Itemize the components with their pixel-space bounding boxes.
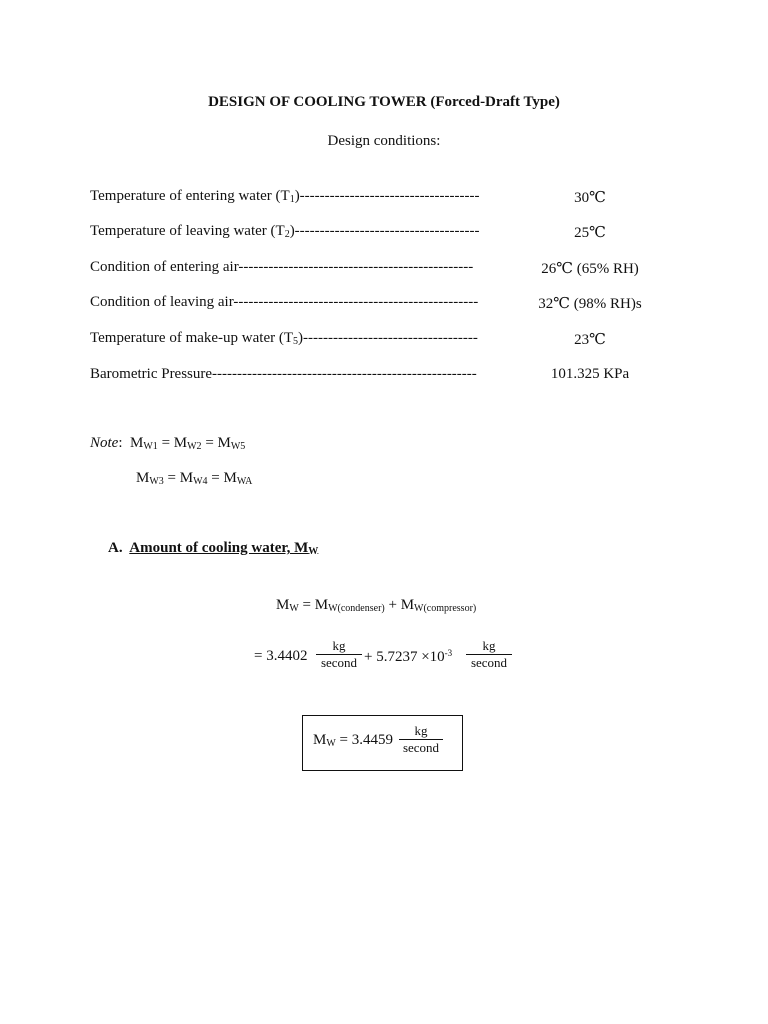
- condition-label: Condition of entering air-----------------------------------------------: [90, 259, 474, 275]
- note-label: Note: [90, 435, 119, 451]
- condition-label: Temperature of entering water $(T_1)------------------------------------$: [90, 188, 480, 205]
- condition-value: 32℃ (98% RH)s: [538, 296, 642, 312]
- result-box: [302, 715, 463, 771]
- equation-middle-term: + $5.7237 \times 10^{-3}$: [364, 648, 453, 665]
- condition-value: 101.325 KPa: [550, 366, 630, 382]
- condition-label: Temperature of leaving water $(T_2)-------------------------------------$: [90, 223, 480, 240]
- condition-value: 25℃: [574, 225, 606, 241]
- fraction-kg-per-second: kg second: [316, 638, 362, 671]
- section-title: Amount of cooling water, M: [129, 540, 309, 556]
- result-fraction: kg second: [399, 723, 443, 756]
- fraction-kg-per-second: kg second: [466, 638, 512, 671]
- note-line-2: MW3 = MW4 = MWA: [136, 470, 253, 487]
- condition-value: 30℃: [574, 190, 606, 206]
- condition-value: 26℃ (65% RH): [541, 261, 639, 277]
- condition-label: Condition of leaving air-------------------------------------------------: [90, 294, 479, 310]
- design-conditions-heading: Design conditions:: [327, 133, 441, 149]
- section-letter: A.: [108, 540, 123, 556]
- document-title: DESIGN OF COOLING TOWER (Forced-Draft Type): [208, 94, 560, 110]
- result-value: MW = 3.4459: [313, 732, 394, 749]
- equation-prefix: = 3.4402: [254, 648, 308, 664]
- condition-label: Barometric Pressure-----------------------------------------------------: [90, 366, 477, 382]
- note-line-1: Note: MW1 = MW2 = MW5: [90, 435, 246, 452]
- section-a-heading: A. Amount of cooling water, MW: [108, 540, 319, 557]
- equation-mw-sum: MW = MW(condenser) + MW(compressor): [276, 597, 477, 614]
- condition-label: Temperature of make-up water $(T_5)-----------------------------------$: [90, 330, 478, 347]
- condition-value: 23℃: [574, 332, 606, 348]
